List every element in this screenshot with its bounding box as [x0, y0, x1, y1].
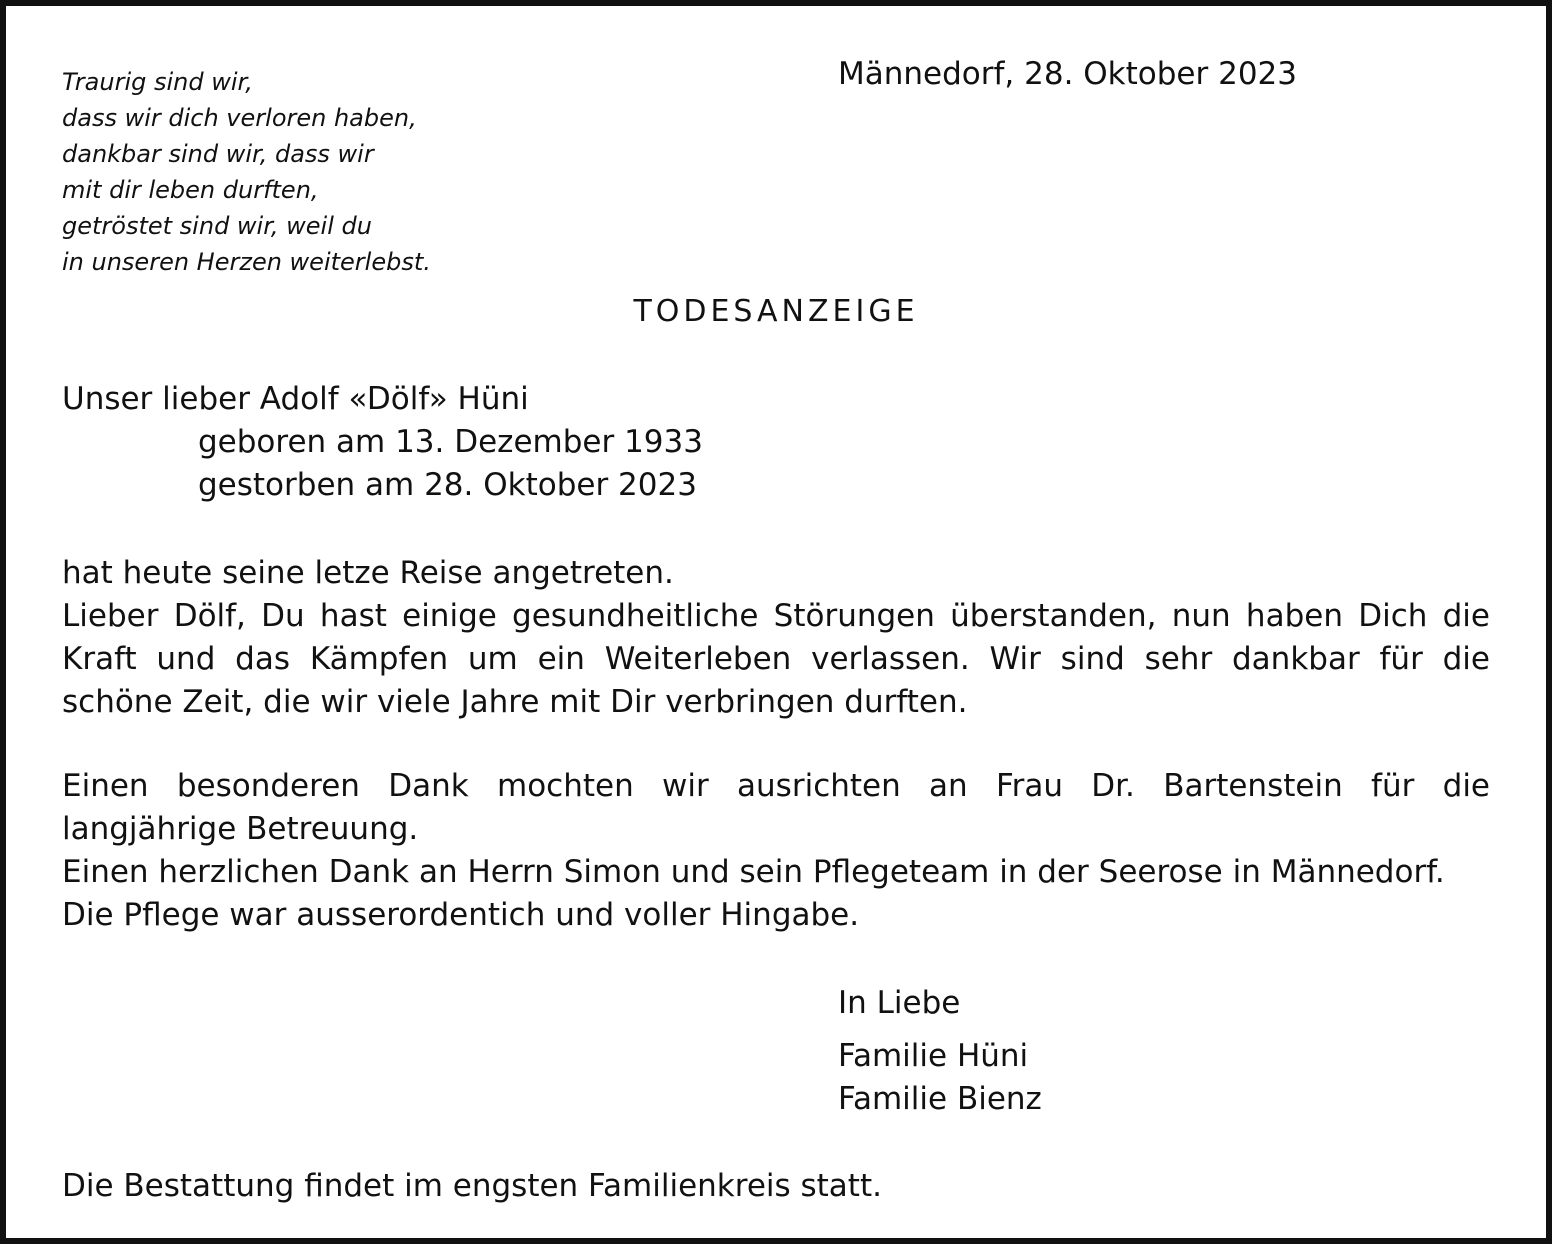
funeral-note: Die Bestattung findet im engsten Familienkreis statt.	[62, 1168, 882, 1204]
birth-date-line: geboren am 13. Dezember 1933	[198, 424, 703, 460]
paragraph-line: Die Pflege war ausserordentich und voller Hingabe.	[62, 897, 860, 933]
notice-heading: TODESANZEIGE	[633, 294, 919, 329]
paragraph-line: Einen herzlichen Dank an Herrn Simon und sein Pflegeteam in der Seerose in Männedorf.	[62, 854, 1445, 890]
paragraph-line: langjährige Betreuung.	[62, 811, 419, 847]
family-name: Familie Bienz	[838, 1081, 1042, 1117]
paragraph-line: Lieber Dölf, Du hast einige gesundheitliche Störungen überstanden, nun haben Dich die	[62, 598, 1490, 634]
family-name: Familie Hüni	[838, 1038, 1029, 1074]
thanks-paragraph	[62, 765, 1490, 937]
paragraph-line: schöne Zeit, die wir viele Jahre mit Dir verbringen durften.	[62, 684, 968, 720]
paragraph-line: Einen besonderen Dank mochten wir ausrichten an Frau Dr. Bartenstein für die	[62, 768, 1490, 804]
poem-line: dass wir dich verloren haben,	[62, 104, 417, 132]
poem-line: mit dir leben durften,	[62, 176, 319, 204]
closing-line: In Liebe	[838, 985, 961, 1021]
poem-line: dankbar sind wir, dass wir	[62, 140, 374, 168]
death-date-line: gestorben am 28. Oktober 2023	[198, 467, 697, 503]
poem-line: getröstet sind wir, weil du	[62, 212, 372, 240]
poem-line: Traurig sind wir,	[62, 68, 253, 96]
paragraph-line: hat heute seine letze Reise angetreten.	[62, 555, 674, 591]
poem-line: in unseren Herzen weiterlebst.	[62, 248, 431, 276]
farewell-paragraph	[62, 552, 1490, 724]
signature-block	[838, 982, 1042, 1121]
deceased-name-line: Unser lieber Adolf «Dölf» Hüni	[62, 381, 529, 417]
place-date: Männedorf, 28. Oktober 2023	[838, 56, 1297, 92]
paragraph-line: Kraft und das Kämpfen um ein Weiterleben verlassen. Wir sind sehr dankbar für die	[62, 641, 1490, 677]
memorial-poem	[62, 64, 502, 280]
